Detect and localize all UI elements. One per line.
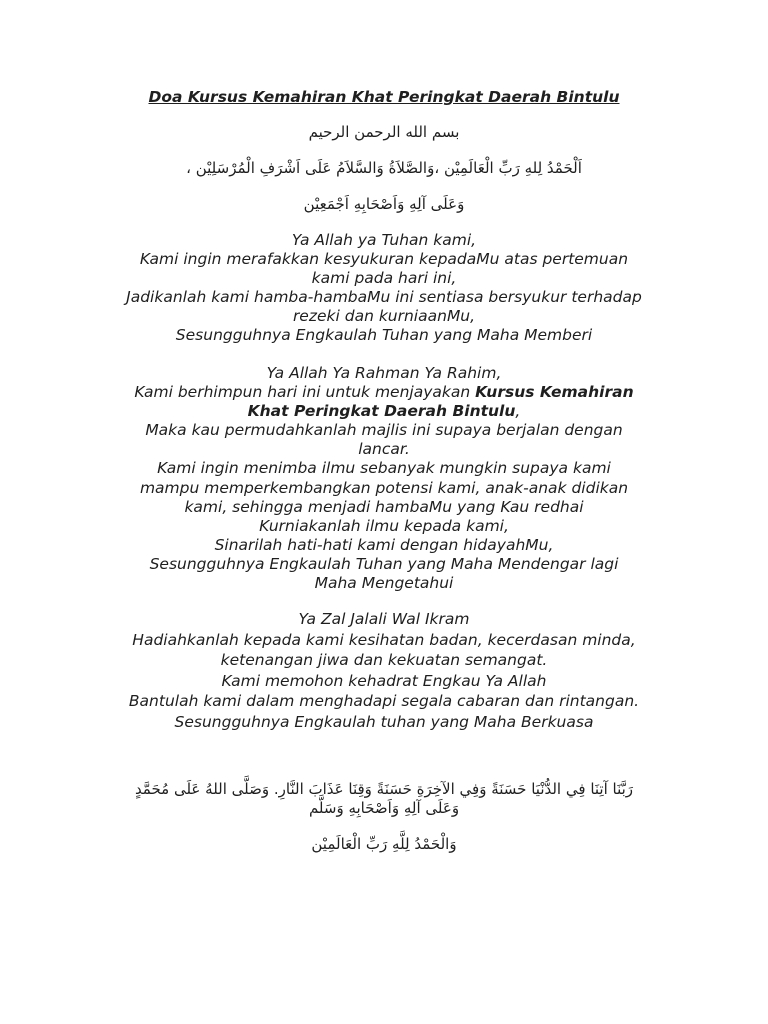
stanza-line	[84, 402, 684, 421]
stanza-line: Kami ingin menimba ilmu sebanyak mungkin supaya kami	[157, 459, 611, 478]
stanza-line: lancar.	[358, 440, 410, 459]
stanza-line: kami, sehingga menjadi hambaMu yang Kau redhai	[184, 497, 584, 516]
stanza-line: Maha Mengetahui	[314, 574, 454, 593]
stanza-line: rezeki dan kurniaanMu,	[292, 307, 476, 326]
stanza-line: Jadikanlah kami hamba-hambaMu ini sentiasa bersyukur terhadap	[126, 288, 642, 307]
basmalah: بسم الله الرحمن الرحيم	[308, 123, 460, 141]
stanza-gratitude	[84, 231, 684, 346]
stanza-line: Bantulah kami dalam menghadapi segala cabaran dan rintangan.	[128, 692, 640, 711]
course-name-bold: Khat Peringkat Daerah Bintulu	[247, 402, 516, 421]
stanza-line	[84, 383, 684, 402]
stanza-line: Sinarilah hati-hati kami dengan hidayahMu,	[214, 535, 554, 554]
stanza-line: mampu memperkembangkan potensi kami, anak-anak didikan	[139, 478, 629, 497]
stanza-line: Hadiahkanlah kepada kami kesihatan badan, kecerdasan minda,	[132, 630, 636, 649]
stanza-course	[84, 364, 684, 593]
stanza-line: Ya Allah ya Tuhan kami,	[291, 231, 477, 249]
stanza-line: Sesungguhnya Engkaulah Tuhan yang Maha Memberi	[175, 326, 593, 345]
stanza-line: Kurniakanlah ilmu kepada kami,	[259, 516, 509, 535]
stanza-blessings	[84, 609, 684, 733]
stanza-line: ketenangan jiwa dan kekuatan semangat.	[220, 651, 548, 670]
stanza-line: Kami memohon kehadrat Engkau Ya Allah	[221, 671, 547, 690]
stanza-line: Sesungguhnya Engkaulah tuhan yang Maha Berkuasa	[174, 712, 594, 731]
arabic-closing-line-3: وَالْحَمْدُ لِلَّهِ رَبِّ الْعَالَمِيْن	[311, 835, 457, 853]
arabic-opening-line-2: وَعَلَى آلِهِ وَاَصْحَابِهِ اَجْمَعِيْن	[303, 195, 465, 213]
stanza-line: Sesungguhnya Engkaulah Tuhan yang Maha Mendengar lagi	[149, 554, 619, 573]
arabic-opening-line-1: اَلْحَمْدُ لِلهِ رَبِّ الْعَالَمِيْن ،وَالصَّلاَةُ وَالسَّلاَمُ عَلَى اَشْرَفِ الْمُرْسَلِيْن ،	[186, 159, 582, 177]
document-title: Doa Kursus Kemahiran Khat Peringkat Daerah Bintulu	[148, 88, 620, 106]
stanza-line: Maka kau permudahkanlah majlis ini supaya berjalan dengan	[145, 421, 623, 440]
stanza-line: kami pada hari ini,	[311, 269, 457, 288]
stanza-line: Kami ingin merafakkan kesyukuran kepadaMu atas pertemuan	[139, 250, 629, 269]
stanza-line: Ya Allah Ya Rahman Ya Rahim,	[266, 364, 502, 382]
course-name-bold: Kursus Kemahiran	[475, 383, 634, 402]
stanza-line: Ya Zal Jalali Wal Ikram	[298, 610, 470, 628]
arabic-closing-line-2: وَعَلَى آلِهِ وَاَصْحَابِهِ وَسَلَّم	[308, 799, 460, 817]
stanza-text: ,	[515, 402, 521, 421]
stanza-text: Kami berhimpun hari ini untuk menjayakan	[134, 383, 476, 402]
arabic-closing-line-1: رَبَّنَا آتِنَا فِي الدُّنْيَا حَسَنَةً وَفِي الآخِرَةِ حَسَنَةً وَقِنَا عَذَابَ النَّارِ. وَصَلَّى اللهُ عَلَى مُحَمَّدٍ	[134, 780, 634, 798]
